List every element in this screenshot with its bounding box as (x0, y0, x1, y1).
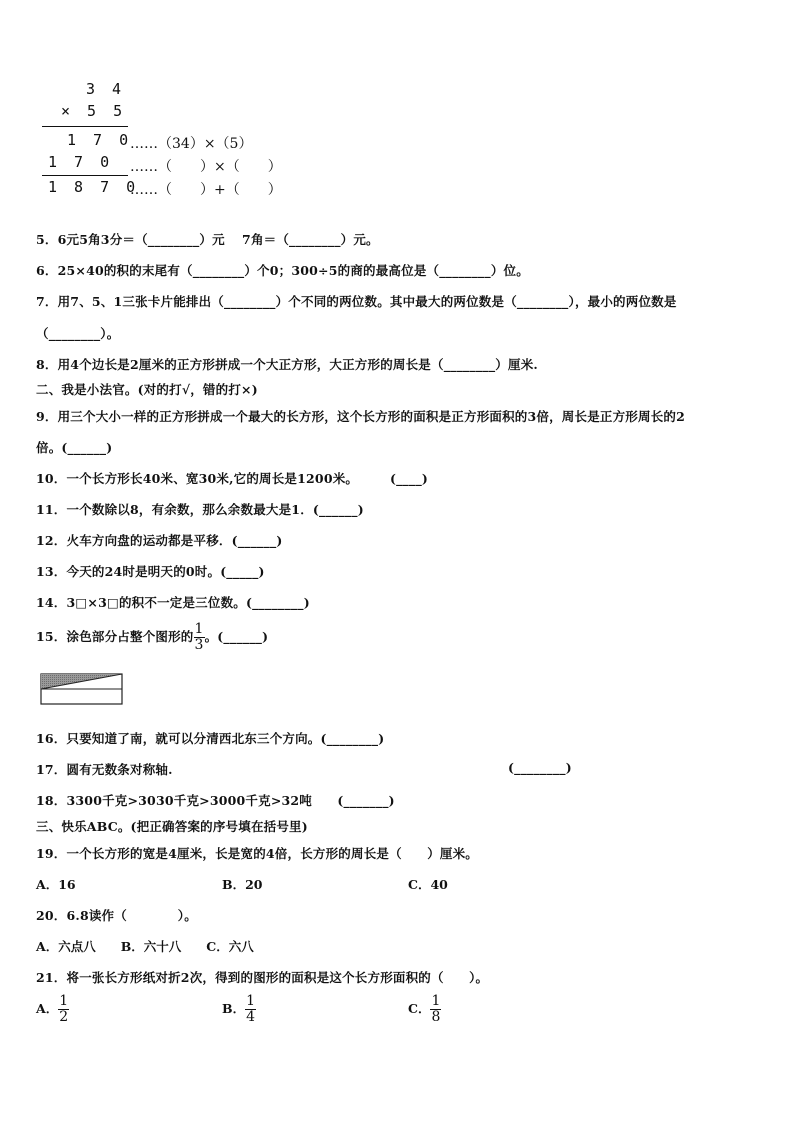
question-19-option-b: B．20 (222, 877, 263, 892)
section-2-heading: 二、我是小法官。(对的打√，错的打×) (36, 382, 258, 397)
question-19: 19．一个长方形的宽是4厘米，长是宽的4倍，长方形的周长是（ ）厘米。 (36, 846, 478, 861)
option-c-fraction (430, 994, 441, 1025)
question-16: 16．只要知道了南，就可以分清西北东三个方向。(________) (36, 731, 385, 746)
calc-row-partial-1: 1 7 0 (67, 131, 133, 149)
question-15-numerator: 1 (194, 621, 204, 637)
section-3-heading: 三、快乐ABC。(把正确答案的序号填在括号里) (36, 819, 308, 834)
calc-note-1: ……（34）×（5） (130, 136, 253, 152)
question-21-option-b (222, 994, 256, 1025)
option-a-fraction (58, 994, 69, 1025)
question-14: 14．3□×3□的积不一定是三位数。(________) (36, 595, 310, 610)
option-c-denominator: 8 (431, 1009, 441, 1025)
question-12: 12．火车方向盘的运动都是平移．(______) (36, 533, 283, 548)
question-11: 11．一个数除以8，有余数，那么余数最大是1．(______) (36, 502, 364, 517)
question-15-fraction (194, 622, 205, 653)
calc-divider-2 (42, 175, 128, 176)
option-a-denominator: 2 (59, 1009, 69, 1025)
question-21-option-c (408, 994, 441, 1025)
calc-row-multiplier: × 5 5 (61, 102, 127, 120)
question-9-line-1: 9．用三个大小一样的正方形拼成一个最大的长方形，这个长方形的面积是正方形面积的3倍，周长是正方形周长的2 (36, 409, 685, 424)
calc-row-partial-2: 1 7 0 (48, 153, 114, 171)
question-6: 6．25×40的积的末尾有（________）个0；300÷5的商的最高位是（________）位。 (36, 263, 529, 278)
question-17-blank: (________) (508, 760, 572, 775)
calc-row-multiplicand: 3 4 (86, 80, 126, 98)
question-21-option-a (36, 994, 69, 1025)
question-15-blank: 。(______) (204, 629, 269, 644)
calc-divider-1 (42, 126, 128, 127)
question-15-denominator: 3 (194, 637, 204, 653)
question-19-option-a: A．16 (36, 877, 76, 892)
option-c-label: C． (408, 1001, 431, 1016)
option-b-fraction (245, 994, 256, 1025)
question-10: 10．一个长方形长40米、宽30米,它的周长是1200米。 (____) (36, 471, 429, 486)
calc-note-3: ……（ ）+（ ） (130, 182, 282, 198)
question-13: 13．今天的24时是明天的0时。(_____) (36, 564, 265, 579)
question-20-options: A．六点八 B．六十八 C．六八 (36, 939, 254, 954)
option-b-numerator: 1 (246, 993, 255, 1009)
calc-row-result: 1 8 7 0 (48, 178, 140, 196)
option-a-numerator: 1 (59, 993, 69, 1009)
question-15-text: 15．涂色部分占整个图形的 (36, 629, 194, 644)
question-18: 18．3300千克>3030千克>3000千克>32吨 (_______) (36, 793, 395, 808)
option-c-numerator: 1 (431, 993, 441, 1009)
question-19-option-c: C．40 (408, 877, 448, 892)
shaded-rectangle-figure (40, 673, 124, 705)
question-9-line-2: 倍。(______) (36, 440, 113, 455)
question-8: 8．用4个边长是2厘米的正方形拼成一个大正方形，大正方形的周长是（________）厘米. (36, 357, 538, 372)
question-21: 21．将一张长方形纸对折2次，得到的图形的面积是这个长方形面积的（ ）。 (36, 970, 489, 985)
question-20: 20．6.8读作（ ）。 (36, 908, 197, 923)
question-5: 5．6元5角3分＝（________）元 7角＝（________）元。 (36, 232, 379, 247)
question-7-line-2: （________）。 (36, 326, 120, 341)
option-b-denominator: 4 (246, 1009, 255, 1025)
option-a-label: A． (36, 1001, 59, 1016)
option-b-label: B． (222, 1001, 246, 1016)
question-15 (36, 622, 268, 653)
calc-note-2: ……（ ）×（ ） (130, 159, 282, 175)
question-17: 17．圆有无数条对称轴. (36, 762, 173, 777)
question-7-line-1: 7．用7、5、1三张卡片能排出（________）个不同的两位数。其中最大的两位数是（________），最小的两位数是 (36, 294, 677, 309)
